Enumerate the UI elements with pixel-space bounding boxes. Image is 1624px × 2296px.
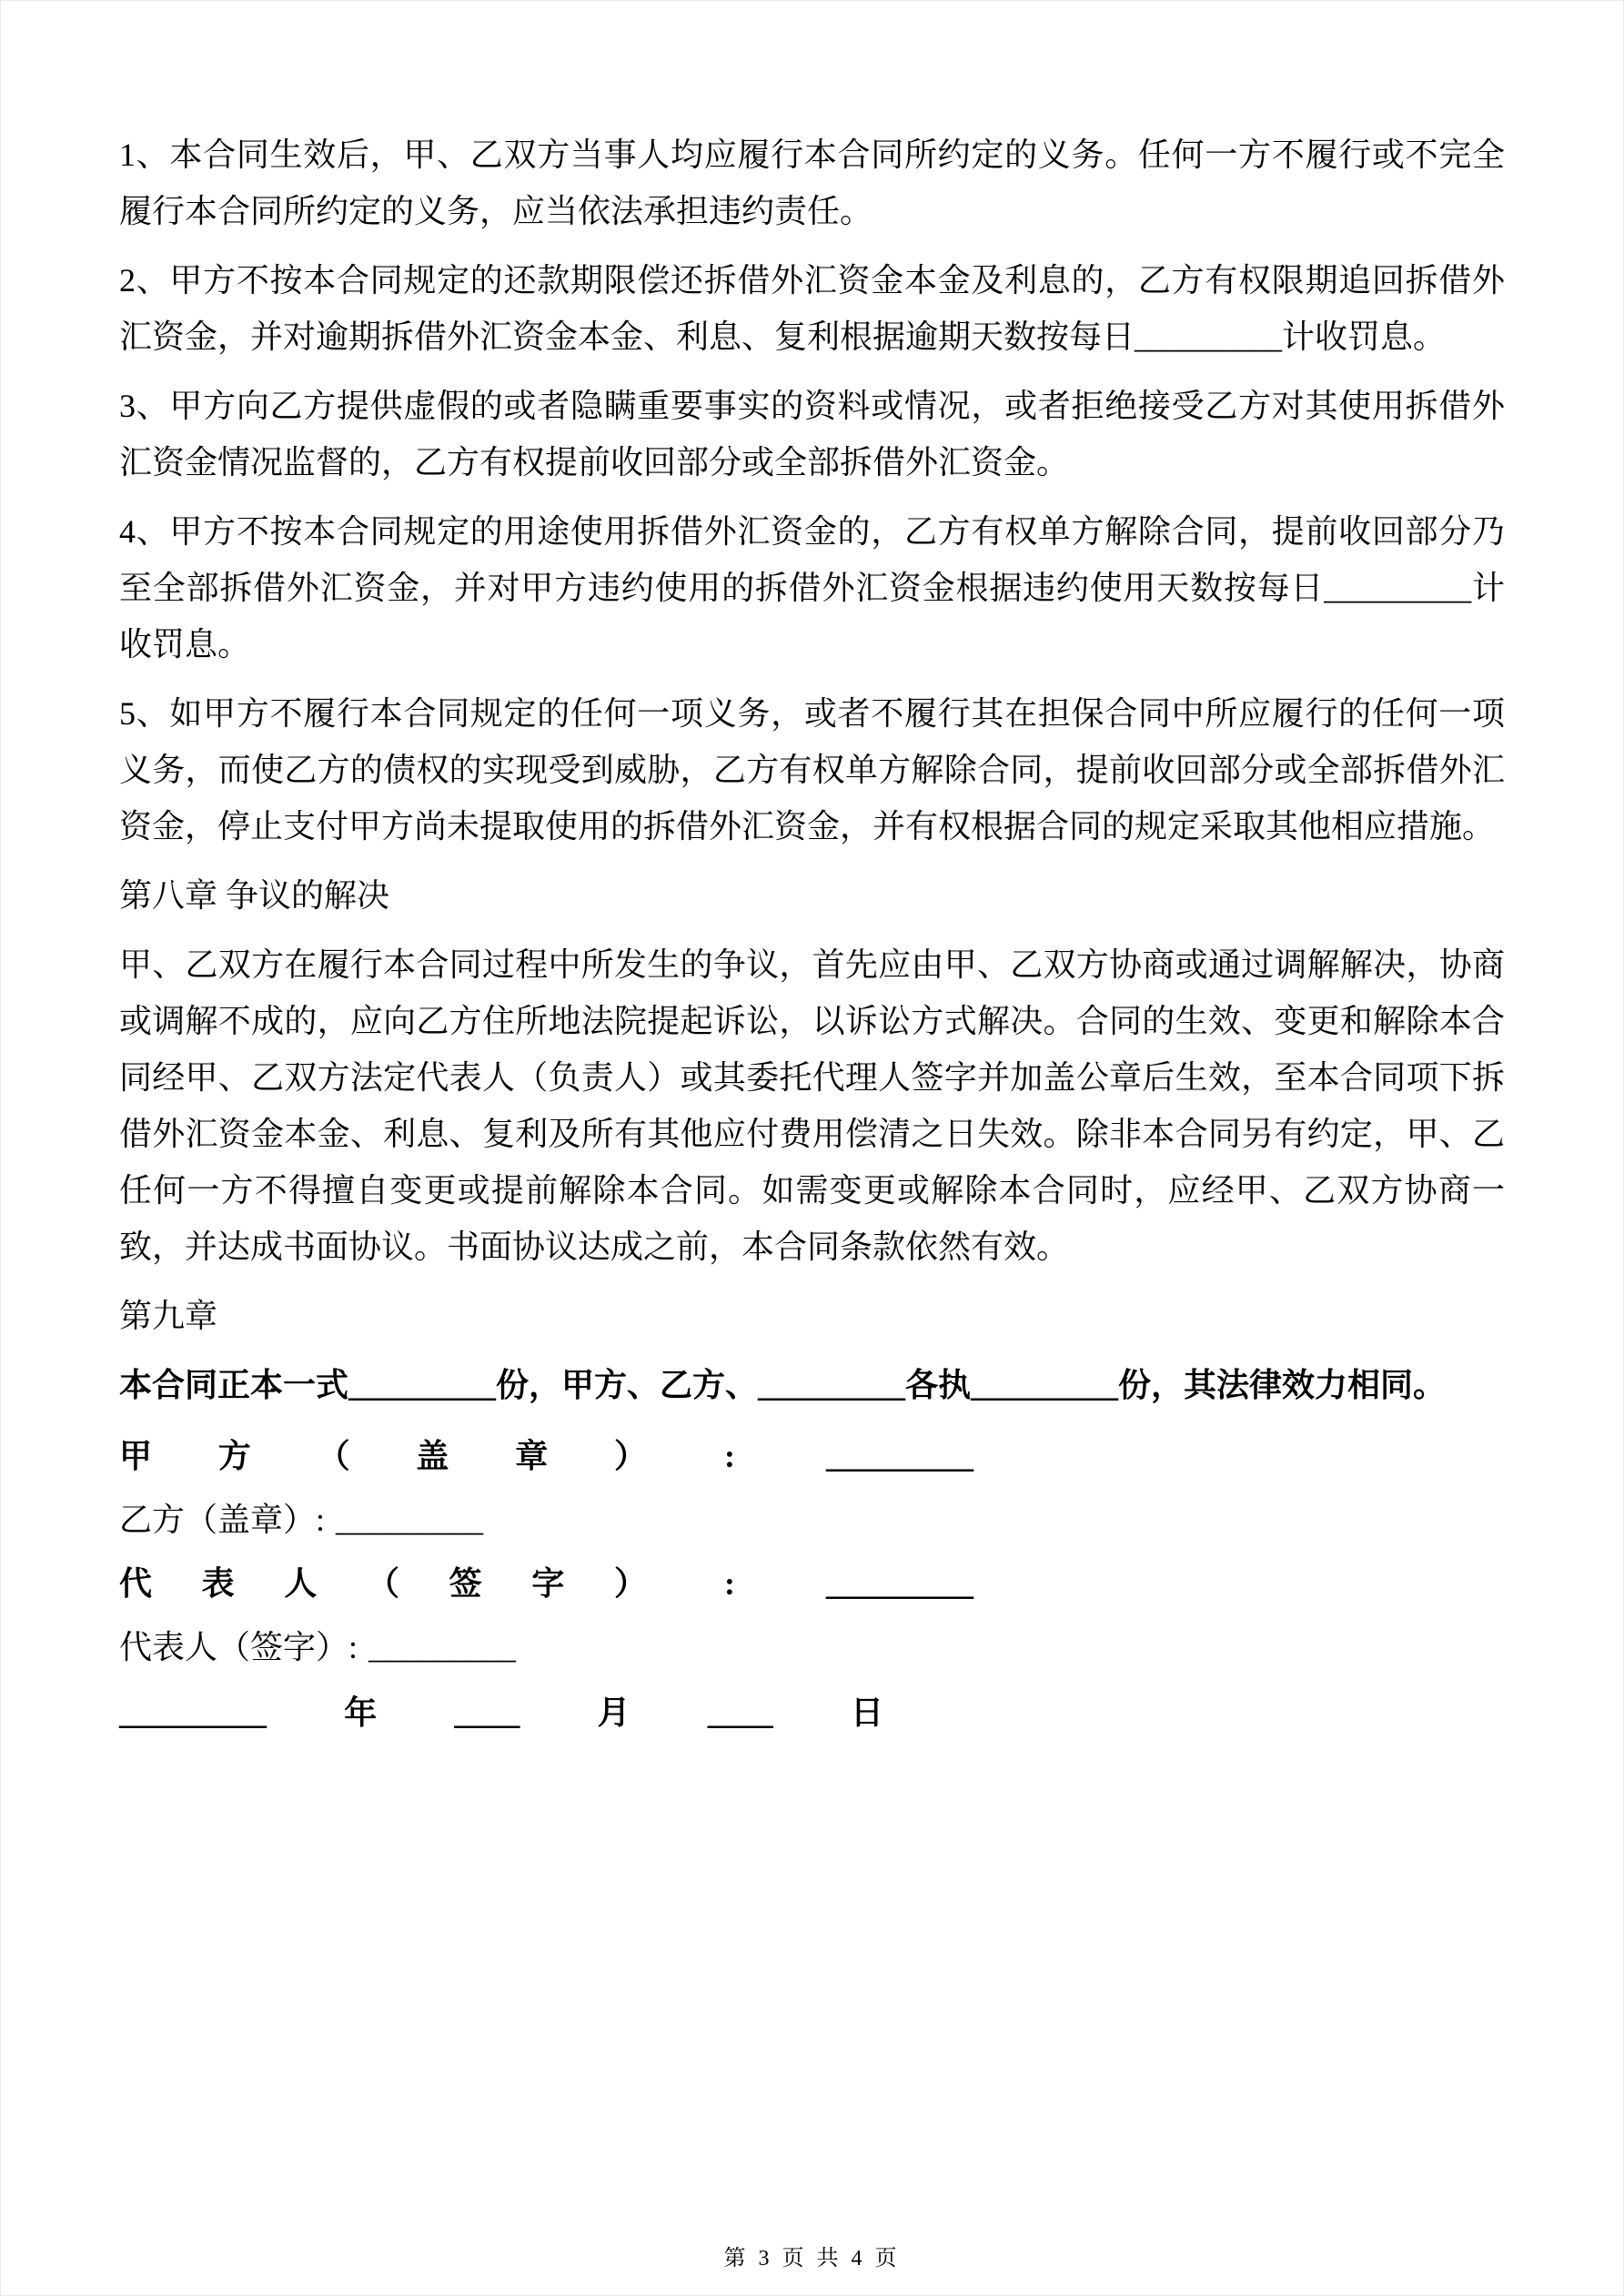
clause-3: 3、甲方向乙方提供虚假的或者隐瞒重要事实的资料或情况，或者拒绝接受乙方对其使用拆借外汇资金情况监督的，乙方有权提前收回部分或全部拆借外汇资金。 — [119, 388, 1505, 480]
day-blank: ____ — [707, 1694, 773, 1731]
party-a-seal-colon: : — [724, 1438, 735, 1474]
representative-b-signature-blank: _________ — [368, 1629, 517, 1665]
clause-1: 1、本合同生效后，甲、乙双方当事人均应履行本合同所约定的义务。任何一方不履行或不完全履行本合同所约定的义务，应当依法承担违约责任。 — [119, 137, 1505, 229]
page-number-footer: 第 3 页 共 4 页 — [723, 2247, 901, 2271]
representative-a-signature-label: 代表人（签字） — [119, 1565, 647, 1602]
chapter-8-paragraph: 甲、乙双方在履行本合同过程中所发生的争议，首先应由甲、乙双方协商或通过调解解决，协商或调解不成的，应向乙方住所地法院提起诉讼，以诉讼方式解决。合同的生效、变更和解除本合同经甲、乙双方法定代表人（负责人）或其委托代理人签字并加盖公章后生效，至本合同项下拆借外汇资金本金、利息、复利及所有其他应付费用偿清之日失效。除非本合同另有约定，甲、乙任何一方不得擅自变更或提前解除本合同。如需变更或解除本合同时，应经甲、乙双方协商一致，并达成书面协议。书面协议达成之前，本合同条款依然有效。 — [119, 946, 1505, 1265]
chapter-8-heading: 第八章 争议的解决 — [119, 877, 390, 914]
clause-4: 4、甲方不按本合同规定的用途使用拆借外汇资金的，乙方有权单方解除合同，提前收回部分乃至全部拆借外汇资金，并对甲方违约使用的拆借外汇资金根据违约使用天数按每日_________计收罚息。 — [119, 513, 1505, 663]
date-line-row — [119, 1683, 883, 1743]
party-a-seal-blank: _________ — [826, 1438, 973, 1474]
party-b-seal-blank: _________ — [336, 1502, 484, 1538]
clause-5: 5、如甲方不履行本合同规定的任何一项义务，或者不履行其在担保合同中所应履行的任何一项义务，而使乙方的债权的实现受到威胁，乙方有权单方解除合同，提前收回部分或全部拆借外汇资金，停止支付甲方尚未提取使用的拆借外汇资金，并有权根据合同的规定采取其他相应措施。 — [119, 695, 1505, 845]
chapter-9-heading: 第九章 — [119, 1298, 218, 1334]
chapter-9-paragraph: 本合同正本一式_________份，甲方、乙方、_________各执_________份，其法律效力相同。 — [119, 1367, 1447, 1403]
party-b-seal-row — [119, 1490, 1505, 1550]
date-line-blank: _________ — [119, 1694, 267, 1731]
representative-a-signature-colon: : — [724, 1565, 735, 1602]
month-label: 月 — [597, 1694, 630, 1731]
representative-b-signature-row — [119, 1617, 1505, 1677]
party-b-seal-label: 乙方（盖章）: — [119, 1502, 326, 1538]
clause-2: 2、甲方不按本合同规定的还款期限偿还拆借外汇资金本金及利息的，乙方有权限期追回拆借外汇资金，并对逾期拆借外汇资金本金、利息、复利根据逾期天数按每日_________计收罚息。 — [119, 262, 1505, 355]
representative-a-signature-blank: _________ — [826, 1565, 973, 1602]
day-label: 日 — [850, 1694, 883, 1731]
party-a-seal-row — [119, 1426, 1505, 1486]
representative-a-signature-row — [119, 1553, 1505, 1613]
party-a-seal-label: 甲方（盖章） — [119, 1438, 647, 1474]
month-blank: ____ — [454, 1694, 520, 1731]
year-label: 年 — [344, 1694, 378, 1731]
representative-b-signature-label: 代表人（签字）: — [119, 1629, 358, 1665]
